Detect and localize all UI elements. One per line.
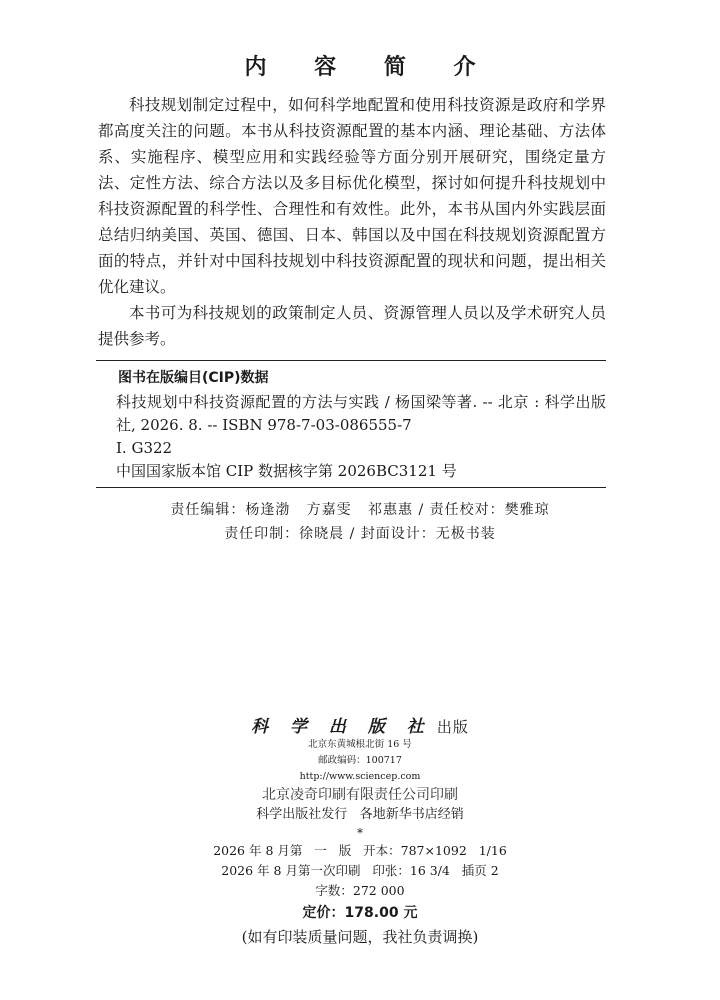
edition-line: 2026 年 8 月第 一 版 开本：787×1092 1/16 [213,843,507,858]
printing-line: 2026 年 8 月第一次印刷 印张：16 3/4 插页 2 [221,863,499,878]
price: 定价：178.00 元 [302,905,418,921]
word-count: 字数：272 000 [315,883,405,898]
separator-star: * [357,826,363,840]
publisher-line [0,712,720,737]
abstract-section [98,92,606,352]
cip-heading: 图书在版编目(CIP)数据 [118,370,269,386]
editors-line: 责任编辑：杨逢渤 方嘉雯 祁惠惠 / 责任校对：樊雅琼 [170,502,550,518]
publisher-address: 北京东黄城根北街 16 号 [308,739,412,750]
abstract-paragraph: 本书可为科技规划的政策制定人员、资源管理人员以及学术研究人员提供参考。 [98,304,606,348]
cip-verification: 中国国家版本馆 CIP 数据核字第 2026BC3121 号 [116,462,457,480]
quality-notice: (如有印装质量问题，我社负责调换) [241,928,479,946]
distribution-line: 科学出版社发行 各地新华书店经销 [256,807,464,822]
editors-line: 责任印制：徐晓晨 / 封面设计：无极书装 [224,526,496,542]
cip-data-block [96,360,606,488]
publisher-name: 科 学 出 版 社 [251,717,432,737]
abstract-paragraph: 科技规划制定过程中，如何科学地配置和使用科技资源是政府和学界都高度关注的问题。本书从科技资源配置的基本内涵、理论基础、方法体系、实施程序、模型应用和实践经验等方面分别开展研究，围绕定量方法、定性方法、综合方法以及多目标优化模型，探讨如何提升科技规划中科技资源配置的科学性、合理性和有效性。此外，本书从国内外实践层面总结归纳美国、英国、德国、日本、韩国以及中国在科技规划资源配置方面的特点，并针对中国科技规划中科技资源配置的现状和问题，提出相关优化建议。 [98,96,606,296]
cip-record: 科技规划中科技资源配置的方法与实践 / 杨国梁等著. -- 北京 : 科学出版社, 2026. 8. -- ISBN 978-7-03-086555-7 [116,393,606,434]
page-title: 内 容 简 介 [244,54,496,80]
cip-classification: Ⅰ. G322 [116,439,173,457]
publisher-postcode: 邮政编码：100717 [318,755,402,766]
editors-credits [0,498,720,546]
printer-line: 北京凌奇印刷有限责任公司印刷 [262,787,458,803]
publisher-website: http://www.sciencep.com [299,771,421,782]
publication-info [0,712,720,949]
publisher-suffix: 出版 [436,718,469,736]
